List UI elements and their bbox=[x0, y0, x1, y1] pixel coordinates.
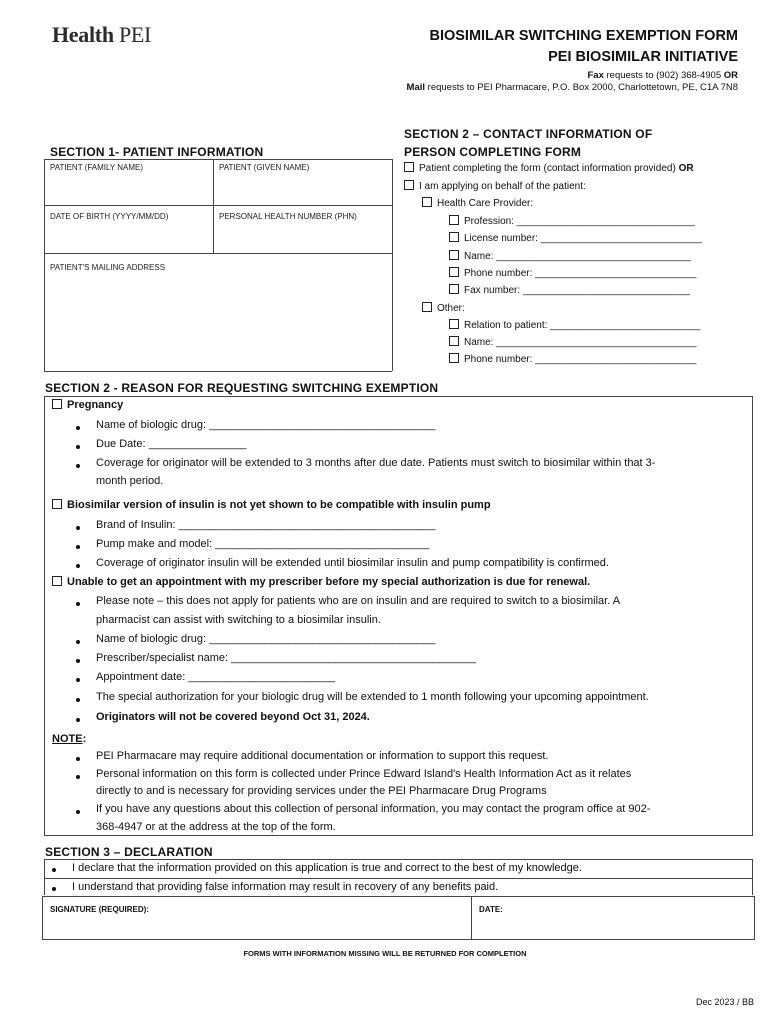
checkbox-icon[interactable] bbox=[449, 319, 459, 329]
appt-drug-field[interactable]: Name of biologic drug: _____________________________________ bbox=[96, 633, 436, 645]
reason-heading: SECTION 2 - REASON FOR REQUESTING SWITCHING EXEMPTION bbox=[45, 381, 439, 395]
checkbox-icon[interactable] bbox=[449, 353, 459, 363]
note-2-line2: directly to and is necessary for providing services under the PEI Pharmacare Drug Programs bbox=[96, 785, 547, 797]
declaration-1: I declare that the information provided on this application is true and correct to the best of my knowledge. bbox=[72, 862, 582, 874]
dob-field[interactable]: DATE OF BIRTH (YYYY/MM/DD) bbox=[50, 212, 169, 221]
checkbox-icon[interactable] bbox=[52, 499, 62, 509]
note-3-line2: 368-4947 or at the address at the top of the form. bbox=[96, 821, 336, 833]
declaration-heading: SECTION 3 – DECLARATION bbox=[45, 845, 213, 859]
bullet-icon bbox=[76, 678, 80, 682]
hcp-phone[interactable] bbox=[449, 268, 696, 279]
other-relation[interactable] bbox=[449, 320, 700, 331]
bullet-icon bbox=[76, 426, 80, 430]
hcp-license[interactable] bbox=[449, 233, 702, 244]
bullet-icon bbox=[76, 757, 80, 761]
checkbox-icon[interactable] bbox=[52, 399, 62, 409]
section1-row-divider-1 bbox=[44, 205, 392, 206]
hcp-phone-label: Phone number: _____________________________ bbox=[464, 268, 697, 279]
profession-label: Profession: ________________________________ bbox=[464, 216, 695, 227]
bullet-icon bbox=[76, 464, 80, 468]
form-subtitle: PEI BIOSIMILAR INITIATIVE bbox=[548, 49, 738, 65]
bullet-icon bbox=[52, 868, 56, 872]
reason-box-bottom bbox=[44, 835, 753, 836]
appt-extension: The special authorization for your biologic drug will be extended to 1 month following your upcoming appointment. bbox=[96, 691, 649, 703]
option-patient-or: OR bbox=[678, 163, 694, 174]
signature-box-top bbox=[42, 896, 755, 897]
fax-text: requests to (902) 368-4905 bbox=[603, 70, 724, 81]
option-on-behalf[interactable] bbox=[404, 181, 586, 192]
reason-box-left bbox=[44, 396, 45, 835]
version-stamp: Dec 2023 / BB bbox=[695, 997, 754, 1007]
checkbox-icon[interactable] bbox=[449, 284, 459, 294]
mail-text: requests to PEI Pharmacare, P.O. Box 2000, Charlottetown, PE, C1A 7N8 bbox=[425, 82, 738, 93]
reason-box-top bbox=[44, 396, 753, 397]
phn-field[interactable]: PERSONAL HEALTH NUMBER (PHN) bbox=[219, 212, 357, 221]
checkbox-icon[interactable] bbox=[422, 197, 432, 207]
note-1: PEI Pharmacare may require additional documentation or information to support this request. bbox=[96, 750, 549, 762]
bullet-icon bbox=[76, 659, 80, 663]
fax-instructions bbox=[587, 70, 738, 81]
section1-table-top bbox=[44, 159, 392, 160]
bullet-icon bbox=[76, 445, 80, 449]
preg-coverage-line2: month period. bbox=[96, 475, 164, 487]
relation-label: Relation to patient: ___________________________ bbox=[464, 320, 701, 331]
other-phone-label: Phone number: _____________________________ bbox=[464, 354, 697, 365]
note-3-line1: If you have any questions about this collection of personal information, you may contact the program office at 902- bbox=[96, 803, 651, 815]
preg-coverage-line1: Coverage for originator will be extended to 3 months after due date. Patients must switch to biosimilar within that 3- bbox=[96, 457, 656, 469]
other-phone[interactable] bbox=[449, 354, 696, 365]
fax-label: Fax bbox=[587, 70, 604, 81]
reason-box-right bbox=[752, 396, 753, 835]
checkbox-icon[interactable] bbox=[449, 267, 459, 277]
logo-pei: PEI bbox=[118, 22, 152, 47]
contact-heading-line2: PERSON COMPLETING FORM bbox=[404, 145, 582, 159]
bullet-icon bbox=[76, 564, 80, 568]
insulin-option[interactable] bbox=[52, 499, 491, 511]
mailing-address-field[interactable]: PATIENT'S MAILING ADDRESS bbox=[50, 263, 166, 272]
bullet-icon bbox=[76, 810, 80, 814]
hcp-fax-label: Fax number: ______________________________ bbox=[464, 285, 690, 296]
signature-box-left bbox=[42, 896, 43, 940]
checkbox-icon[interactable] bbox=[52, 576, 62, 586]
mail-instructions bbox=[407, 82, 738, 93]
note-heading bbox=[52, 733, 86, 745]
family-name-field[interactable]: PATIENT (FAMILY NAME) bbox=[50, 163, 144, 172]
checkbox-icon[interactable] bbox=[449, 336, 459, 346]
appt-date-field[interactable]: Appointment date: ________________________ bbox=[96, 671, 336, 683]
hcp-label: Health Care Provider: bbox=[437, 198, 534, 209]
section1-table-bottom bbox=[44, 371, 392, 372]
note-label: NOTE bbox=[52, 733, 83, 745]
hcp-fax[interactable] bbox=[449, 285, 690, 296]
declaration-2: I understand that providing false information may result in recovery of any benefits paid. bbox=[72, 881, 499, 893]
given-name-field[interactable]: PATIENT (GIVEN NAME) bbox=[219, 163, 310, 172]
preg-drug-field[interactable]: Name of biologic drug: _____________________________________ bbox=[96, 419, 436, 431]
health-pei-logo bbox=[52, 22, 151, 48]
hcp-name[interactable] bbox=[449, 251, 691, 262]
signature-date-divider bbox=[471, 896, 472, 940]
note-2-line1: Personal information on this form is collected under Prince Edward Island's Health Information Act as it relates bbox=[96, 768, 632, 780]
option-patient-label: Patient completing the form (contact information provided) bbox=[419, 163, 679, 174]
form-title: BIOSIMILAR SWITCHING EXEMPTION FORM bbox=[429, 28, 738, 44]
checkbox-icon[interactable] bbox=[449, 232, 459, 242]
section1-col-divider bbox=[213, 159, 214, 253]
other-name[interactable] bbox=[449, 337, 696, 348]
signature-field[interactable]: SIGNATURE (REQUIRED): bbox=[50, 905, 149, 914]
appointment-option[interactable] bbox=[52, 576, 590, 588]
checkbox-icon[interactable] bbox=[404, 180, 414, 190]
insulin-label: Biosimilar version of insulin is not yet shown to be compatible with insulin pump bbox=[67, 499, 491, 511]
note-colon: : bbox=[82, 733, 87, 745]
signature-box-right bbox=[754, 896, 755, 940]
preg-due-field[interactable]: Due Date: ________________ bbox=[96, 438, 247, 450]
hcp-profession[interactable] bbox=[449, 216, 695, 227]
appointment-label: Unable to get an appointment with my prescriber before my special authorization is due for renewal. bbox=[67, 576, 591, 588]
insulin-coverage: Coverage of originator insulin will be extended until biosimilar insulin and pump compatibility is confirmed. bbox=[96, 557, 609, 569]
option-health-care-provider[interactable] bbox=[422, 198, 533, 209]
appt-note-line2: pharmacist can assist with switching to a biosimilar insulin. bbox=[96, 614, 381, 626]
declaration-box-left bbox=[44, 859, 45, 895]
bullet-icon bbox=[76, 775, 80, 779]
footer-warning: FORMS WITH INFORMATION MISSING WILL BE RETURNED FOR COMPLETION bbox=[243, 949, 527, 958]
section1-row-divider-2 bbox=[44, 253, 392, 254]
checkbox-icon[interactable] bbox=[449, 250, 459, 260]
checkbox-icon[interactable] bbox=[422, 302, 432, 312]
option-patient-completing[interactable] bbox=[404, 163, 694, 174]
section1-left-border bbox=[44, 159, 45, 371]
appt-prescriber-field[interactable]: Prescriber/specialist name: ________________________________________ bbox=[96, 652, 476, 664]
appt-note-line1: Please note – this does not apply for patients who are on insulin and are required to switch to a biosimilar. A bbox=[96, 595, 621, 607]
section1-right-border bbox=[392, 159, 393, 371]
bullet-icon bbox=[76, 698, 80, 702]
fax-or: OR bbox=[723, 70, 738, 81]
logo-health: Health bbox=[52, 22, 114, 47]
insulin-pump-field[interactable]: Pump make and model: ___________________________________ bbox=[96, 538, 430, 550]
bullet-icon bbox=[76, 545, 80, 549]
declaration-row-divider bbox=[44, 878, 753, 879]
option-other[interactable] bbox=[422, 303, 465, 314]
date-field[interactable]: DATE: bbox=[479, 905, 503, 914]
declaration-box-right bbox=[752, 859, 753, 895]
other-name-label: Name: ____________________________________ bbox=[464, 337, 697, 348]
other-label: Other: bbox=[437, 303, 465, 314]
hcp-name-label: Name: ___________________________________ bbox=[464, 251, 691, 262]
appt-originators: Originators will not be covered beyond Oct 31, 2024. bbox=[96, 711, 370, 723]
section1-heading: SECTION 1- PATIENT INFORMATION bbox=[50, 145, 264, 159]
checkbox-icon[interactable] bbox=[404, 162, 414, 172]
bullet-icon bbox=[76, 602, 80, 606]
bullet-icon bbox=[76, 640, 80, 644]
license-label: License number: _____________________________ bbox=[464, 233, 702, 244]
declaration-box-top bbox=[44, 859, 753, 860]
contact-heading-line1: SECTION 2 – CONTACT INFORMATION OF bbox=[404, 127, 653, 141]
bullet-icon bbox=[52, 887, 56, 891]
pregnancy-label: Pregnancy bbox=[67, 399, 124, 411]
insulin-brand-field[interactable]: Brand of Insulin: __________________________________________ bbox=[96, 519, 436, 531]
option-behalf-label: I am applying on behalf of the patient: bbox=[419, 181, 586, 192]
bullet-icon bbox=[76, 718, 80, 722]
pregnancy-option[interactable] bbox=[52, 399, 123, 411]
bullet-icon bbox=[76, 526, 80, 530]
mail-label: Mail bbox=[406, 82, 426, 93]
signature-box-bottom bbox=[42, 939, 755, 940]
checkbox-icon[interactable] bbox=[449, 215, 459, 225]
